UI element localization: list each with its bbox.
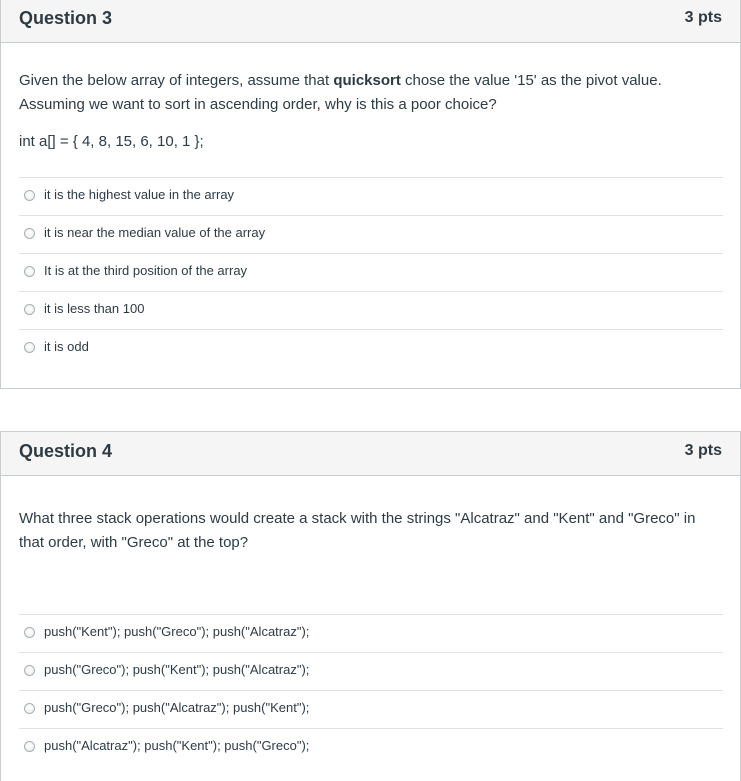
radio-button[interactable] [24, 665, 35, 676]
question-title: Question 4 [19, 441, 113, 461]
answer-label: it is odd [44, 339, 89, 354]
question-text-part1: Given the below array of integers, assume that [19, 72, 334, 89]
answer-option[interactable] [19, 254, 723, 292]
answer-label: it is less than 100 [44, 301, 145, 316]
answer-option[interactable] [19, 615, 723, 653]
radio-button[interactable] [24, 266, 35, 277]
question-points: 3 pts [684, 442, 722, 459]
answer-list [19, 177, 723, 367]
answer-option[interactable] [19, 653, 723, 691]
question-title: Question 3 [19, 8, 113, 28]
question-text: What three stack operations would create a stack with the strings "Alcatraz" and "Kent" and "Greco" in that order, with "Greco" at the top? [19, 510, 696, 551]
question-code: int a[] = { 4, 8, 15, 6, 10, 1 }; [19, 133, 204, 150]
answer-option[interactable] [19, 178, 723, 216]
question-4 [0, 431, 741, 781]
answer-label: it is the highest value in the array [44, 187, 235, 202]
answer-label: push("Kent"); push("Greco"); push("Alcatraz"); [44, 624, 310, 639]
answer-option[interactable] [19, 216, 723, 254]
answer-label: push("Greco"); push("Alcatraz"); push("Kent"); [44, 700, 310, 715]
answer-option[interactable] [19, 691, 723, 729]
question-points: 3 pts [684, 9, 722, 26]
question-text-part2: chose the value '15' as the pivot value. Assuming we want to sort in ascending order, why is this a poor choice? [19, 72, 662, 113]
radio-button[interactable] [24, 741, 35, 752]
answer-label: push("Greco"); push("Kent"); push("Alcatraz"); [44, 662, 310, 677]
radio-button[interactable] [24, 228, 35, 239]
radio-button[interactable] [24, 342, 35, 353]
question-text-bold: quicksort [333, 72, 401, 89]
answer-label: It is at the third position of the array [44, 263, 248, 278]
radio-button[interactable] [24, 703, 35, 714]
radio-button[interactable] [24, 190, 35, 201]
question-4-header [1, 432, 740, 476]
question-3 [0, 0, 741, 389]
radio-button[interactable] [24, 304, 35, 315]
answer-list [19, 614, 723, 766]
answer-option[interactable] [19, 729, 723, 766]
question-3-header [1, 0, 740, 43]
radio-button[interactable] [24, 627, 35, 638]
answer-option[interactable] [19, 330, 723, 367]
answer-label: it is near the median value of the array [44, 225, 266, 240]
answer-label: push("Alcatraz"); push("Kent"); push("Greco"); [44, 738, 310, 753]
question-text [19, 69, 719, 117]
answer-option[interactable] [19, 292, 723, 330]
